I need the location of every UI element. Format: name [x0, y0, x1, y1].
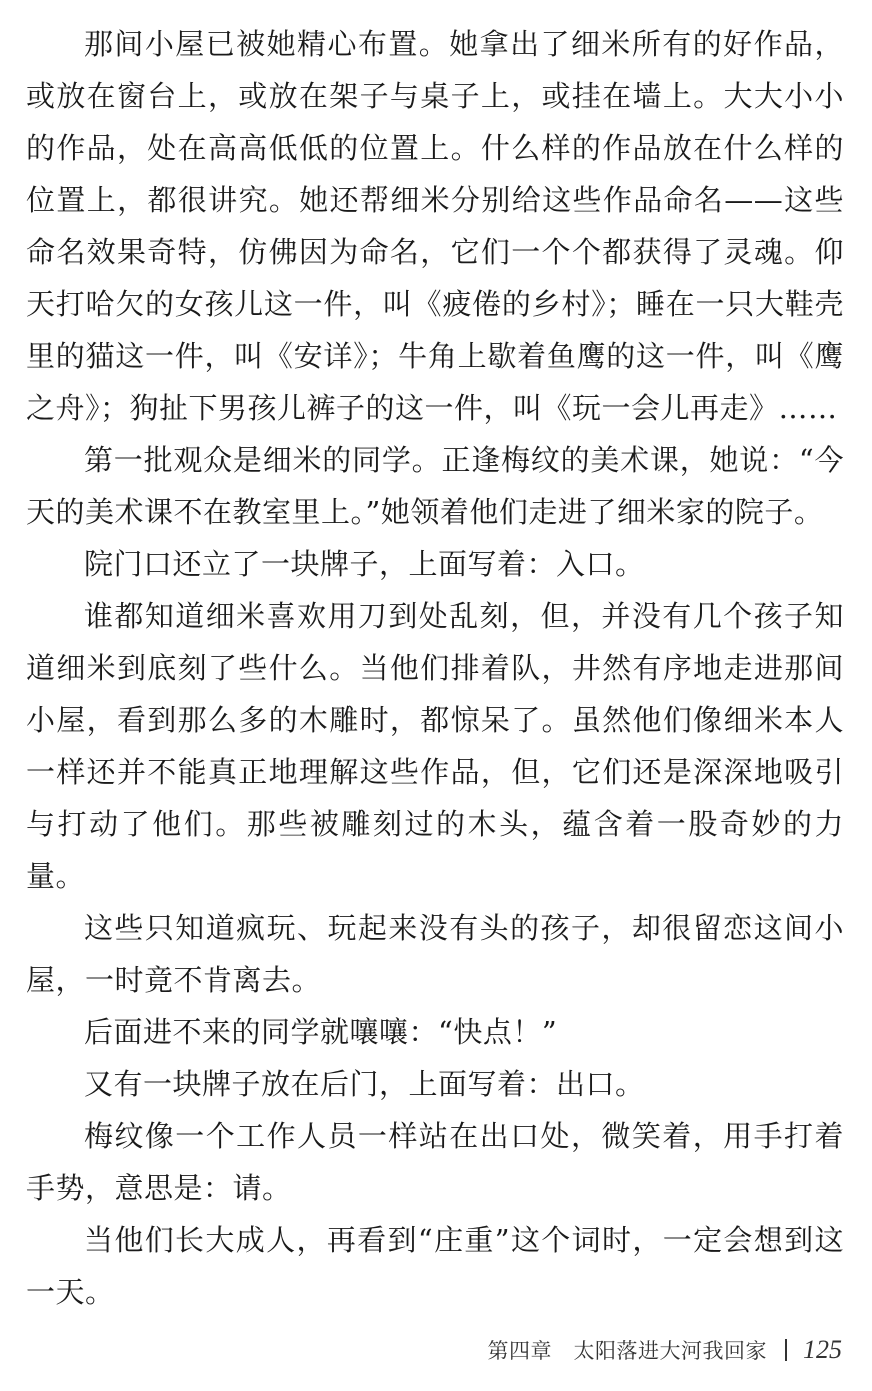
- paragraph: 谁都知道细米喜欢用刀到处乱刻，但，并没有几个孩子知道细米到底刻了些什么。当他们排着队，井然有序地走进那间小屋，看到那么多的木雕时，都惊呆了。虽然他们像细米本人一样还并不能真正地理解这些作品，但，它们还是深深地吸引与打动了他们。那些被雕刻过的木头，蕴含着一股奇妙的力量。: [26, 599, 844, 893]
- paragraph: 后面进不来的同学就嚷嚷：“快点！”: [84, 1015, 558, 1049]
- footer-divider: [785, 1339, 787, 1361]
- paragraph: 又有一块牌子放在后门，上面写着：出口。: [84, 1067, 645, 1101]
- page-footer: [488, 1330, 843, 1370]
- paragraph: 第一批观众是细米的同学。正逢梅纹的美术课，她说：“今天的美术课不在教室里上。”她领着他们走进了细米家的院子。: [26, 443, 844, 529]
- chapter-title: 第四章 太阳落进大河我回家: [487, 1339, 767, 1363]
- page-body: [26, 18, 844, 1318]
- paragraph: 当他们长大成人，再看到“庄重”这个词时，一定会想到这一天。: [26, 1223, 844, 1309]
- page-number: 125: [803, 1335, 842, 1364]
- paragraph: 那间小屋已被她精心布置。她拿出了细米所有的好作品，或放在窗台上，或放在架子与桌子上，或挂在墙上。大大小小的作品，处在高高低低的位置上。什么样的作品放在什么样的位置上，都很讲究。她还帮细米分别给这些作品命名——这些命名效果奇特，仿佛因为命名，它们一个个都获得了灵魂。仰天打哈欠的女孩儿这一件，叫《疲倦的乡村》；睡在一只大鞋壳里的猫这一件，叫《安详》；牛角上歇着鱼鹰的这一件，叫《鹰之舟》；狗扯下男孩儿裤子的这一件，叫《玩一会儿再走》……: [26, 27, 844, 425]
- paragraph: 院门口还立了一块牌子，上面写着：入口。: [84, 547, 645, 581]
- paragraph: 梅纹像一个工作人员一样站在出口处，微笑着，用手打着手势，意思是：请。: [26, 1119, 844, 1205]
- paragraph: 这些只知道疯玩、玩起来没有头的孩子，却很留恋这间小屋，一时竟不肯离去。: [26, 911, 844, 997]
